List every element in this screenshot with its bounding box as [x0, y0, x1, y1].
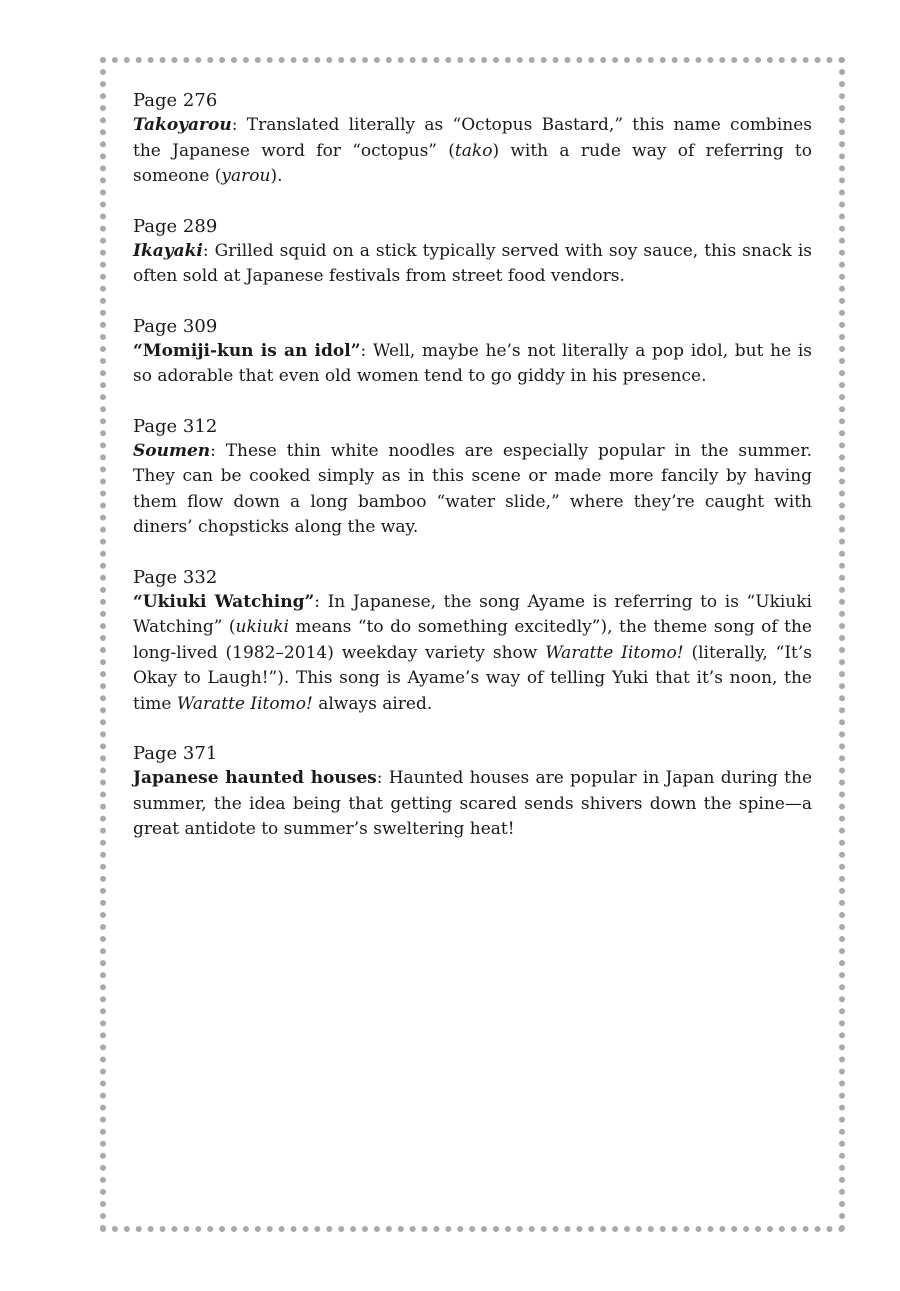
text-run: means “to do something excitedly”), the theme song of the long-lived (1982–2014) weekday variety show	[133, 617, 812, 663]
page-reference: Page 309	[133, 315, 218, 337]
italic-run: ukiuki	[235, 617, 289, 637]
note-text	[133, 590, 812, 718]
text-run: : These thin white noodles are especially popular in the summer. They can be cooked simply as in this scene or made more fancily by having them flow down a long bamboo “water slide,” where they’re caught with diners’ chopsticks along the way.	[133, 440, 812, 537]
text-run: : In Japanese, the song Ayame is referring to is “Ukiuki Watching” (	[133, 591, 812, 637]
page-reference: Page 371	[133, 743, 218, 764]
page-reference: Page 312	[133, 415, 218, 437]
text-run: : Well, maybe he’s not literally a pop idol, but he is so adorable that even old women tend to go giddy in his presence.	[133, 340, 813, 386]
note-term: Takoyarou	[133, 115, 232, 135]
note-page-371	[133, 741, 812, 843]
note-term: Ikayaki	[133, 240, 203, 261]
note-page-289	[133, 214, 812, 290]
note-page-276	[133, 88, 812, 190]
note-term: “Momiji-kun is an idol”	[133, 340, 361, 361]
note-term: “Ukiuki Watching”	[133, 591, 315, 612]
page-reference: Page 332	[133, 566, 218, 588]
italic-run: tako	[454, 140, 493, 161]
text-run: : Translated literally as “Octopus Bastard,” this name combines the Japanese word for “octopus” (	[133, 115, 812, 161]
italic-run: yarou	[221, 166, 271, 186]
note-text	[133, 113, 812, 190]
note-text	[133, 766, 812, 843]
page-reference: Page 276	[133, 90, 218, 111]
text-run: : Haunted houses are popular in Japan during the summer, the idea being that getting scared sends shivers down the spine—a great antidote to summer’s sweltering heat!	[133, 768, 813, 839]
italic-run: Waratte Iitomo!	[545, 642, 684, 663]
note-term: Japanese haunted houses	[133, 768, 377, 788]
note-page-312	[133, 414, 812, 541]
note-page-309	[133, 314, 812, 390]
translation-notes	[133, 88, 812, 867]
text-run: always aired.	[312, 693, 433, 714]
text-run: (literally, “It’s Okay to Laugh!”). This song is Ayame’s way of telling Yuki that it’s noon, the time	[133, 642, 812, 714]
page-reference: Page 289	[133, 215, 218, 237]
note-page-332	[133, 565, 812, 718]
note-term: Soumen	[133, 440, 211, 461]
note-text	[133, 239, 812, 290]
italic-run: Waratte Iitomo!	[176, 693, 313, 714]
text-run: ) with a rude way of referring to someone (	[133, 140, 812, 186]
text-run: ).	[270, 166, 283, 186]
note-text	[133, 439, 812, 541]
note-text	[133, 339, 812, 390]
text-run: : Grilled squid on a stick typically served with soy sauce, this snack is often sold at Japanese festivals from street food vendors.	[133, 240, 812, 286]
